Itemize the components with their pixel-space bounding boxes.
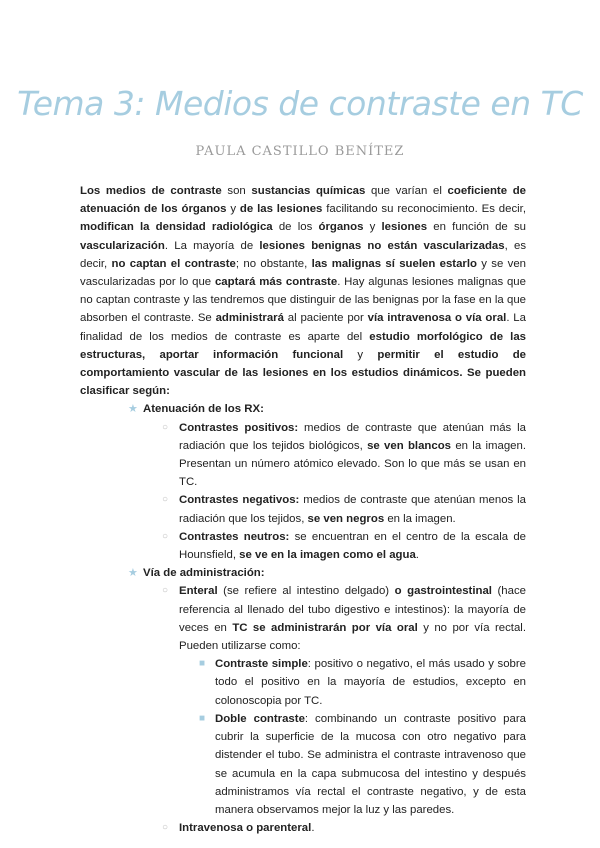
bold-text: Contrastes neutros: bbox=[179, 530, 290, 543]
bold-text: vascularización bbox=[80, 239, 165, 252]
bold-text: permitir el estudio de comportamiento vascular de las lesiones en los estudios dinámicos. Se pueden clasificar según: bbox=[80, 348, 526, 398]
star-bullet-icon: ★ bbox=[128, 567, 138, 580]
sub-list bbox=[80, 419, 526, 565]
bold-text: órganos bbox=[318, 221, 364, 234]
bold-text: se ven negros bbox=[307, 512, 385, 525]
nested-list bbox=[179, 655, 526, 819]
classification-list bbox=[80, 400, 526, 837]
author-name: PAULA CASTILLO BENÍTEZ bbox=[195, 144, 405, 159]
bold-text: lesiones benignas no están vascularizadas bbox=[259, 239, 505, 252]
list-item bbox=[162, 582, 527, 819]
text-run: (hace referencia al llenado del tubo digestivo e intestinos): la mayoría de veces en bbox=[179, 585, 526, 634]
text-run: . La mayoría de bbox=[164, 239, 260, 252]
text-run: ; no obstante, bbox=[235, 257, 312, 270]
bold-text: captará más contraste bbox=[214, 276, 338, 289]
bold-text: Doble contraste bbox=[215, 712, 305, 725]
text-run: y se ven vascularizadas por lo que bbox=[80, 257, 527, 289]
bold-text: estudio morfológico de las estructuras, aportar información funcional bbox=[80, 330, 526, 361]
bold-text: las malignas sí suelen estarlo bbox=[311, 257, 477, 270]
document-body bbox=[80, 182, 526, 837]
bold-text: Contrastes negativos: bbox=[179, 494, 300, 507]
bold-text: Contrastes positivos: bbox=[179, 421, 299, 434]
bold-text: lesiones bbox=[381, 221, 428, 234]
bold-text: Contraste simple bbox=[215, 658, 308, 671]
circle-bullet-icon: ○ bbox=[162, 421, 169, 433]
list-item bbox=[162, 419, 526, 492]
text-run: medios de contraste que atenúan menos la radiación que los tejidos, bbox=[179, 494, 526, 525]
bold-text: modifican la densidad radiológica bbox=[80, 221, 273, 234]
text-run: : positivo o negativo, el más usado y sobre todo el positivo en la mayoría de estudios, excepto en colonoscopia por TC. bbox=[215, 658, 527, 707]
square-bullet-icon: ■ bbox=[199, 658, 206, 670]
list-item bbox=[162, 528, 526, 564]
nested-list-item bbox=[199, 710, 526, 819]
text-run: , es decir, bbox=[80, 239, 527, 270]
text-run: son bbox=[221, 185, 252, 197]
section-label: Atenuación de los RX: bbox=[143, 403, 264, 416]
circle-bullet-icon: ○ bbox=[162, 530, 169, 542]
section-label: Vía de administración: bbox=[143, 567, 265, 580]
bold-text: o gastrointestinal bbox=[394, 585, 492, 598]
section-item bbox=[80, 564, 526, 837]
bold-text: no captan el contraste bbox=[111, 257, 236, 270]
bold-text: se ven blancos bbox=[367, 439, 452, 452]
text-run: que varían el bbox=[365, 185, 448, 197]
circle-bullet-icon: ○ bbox=[162, 822, 169, 834]
star-bullet-icon: ★ bbox=[128, 403, 138, 416]
text-run: en la imagen. Presentan un número atómico elevado. Son lo que más se usan en TC. bbox=[179, 439, 526, 489]
text-run: . bbox=[415, 549, 419, 562]
bold-text: administrará bbox=[215, 312, 284, 325]
bold-text: coeficiente de atenuación de los órganos bbox=[80, 185, 526, 216]
text-run: medios de contraste que atenúan más la radiación que los tejidos biológicos, bbox=[179, 421, 526, 452]
text-run: . bbox=[311, 822, 315, 835]
list-item bbox=[162, 819, 526, 837]
text-run: (se refiere al intestino delgado) bbox=[217, 585, 395, 598]
text-run: en función de su bbox=[427, 221, 526, 234]
text-run: en la imagen. bbox=[384, 512, 456, 525]
text-run: y no por vía rectal. Pueden utilizarse como: bbox=[179, 621, 526, 653]
text-run: se encuentran en el centro de la escala de Hounsfield, bbox=[179, 530, 526, 562]
text-run: facilitando su reconocimiento. Es decir, bbox=[322, 203, 526, 216]
bold-text: Intravenosa o parenteral bbox=[179, 822, 312, 835]
text-run: . La finalidad de los medios de contraste es aparte del bbox=[80, 312, 526, 343]
square-bullet-icon: ■ bbox=[199, 712, 206, 724]
bold-text: Enteral bbox=[179, 585, 218, 598]
circle-bullet-icon: ○ bbox=[162, 494, 169, 506]
text-run: de los bbox=[272, 221, 319, 234]
document-title: Tema 3: Medios de contraste en TC bbox=[17, 84, 583, 123]
intro-paragraph bbox=[80, 182, 526, 400]
bold-text: TC se administrarán por vía oral bbox=[232, 621, 418, 634]
bold-text: se ve en la imagen como el agua bbox=[239, 549, 416, 562]
sub-list bbox=[80, 582, 526, 837]
list-item bbox=[162, 491, 526, 527]
text-run: al paciente por bbox=[283, 312, 368, 325]
text-run: y bbox=[363, 221, 382, 234]
text-run: : combinando un contraste positivo para cubrir la superficie de la mucosa con otro negativo para distender el tubo. Se administra el contraste intravenoso que se acumula en la capa submucosa del intestino y después administramos vía rectal el contraste negativo, y de esta manera observamos mejor la luz y las paredes. bbox=[215, 712, 526, 816]
text-run: y bbox=[226, 203, 240, 216]
bold-text: de las lesiones bbox=[239, 203, 323, 216]
bold-text: sustancias químicas bbox=[251, 185, 366, 197]
text-run: . Hay algunas lesiones malignas que no captan contraste y las tendremos que distinguir de las benignas por la fase en la que absorben el contraste. Se bbox=[80, 276, 526, 325]
bold-text: Los medios de contraste bbox=[80, 185, 222, 197]
nested-list-item bbox=[199, 655, 527, 710]
circle-bullet-icon: ○ bbox=[162, 585, 169, 597]
text-run: y bbox=[343, 348, 378, 361]
bold-text: vía intravenosa o vía oral bbox=[367, 312, 507, 325]
section-item bbox=[80, 400, 526, 564]
